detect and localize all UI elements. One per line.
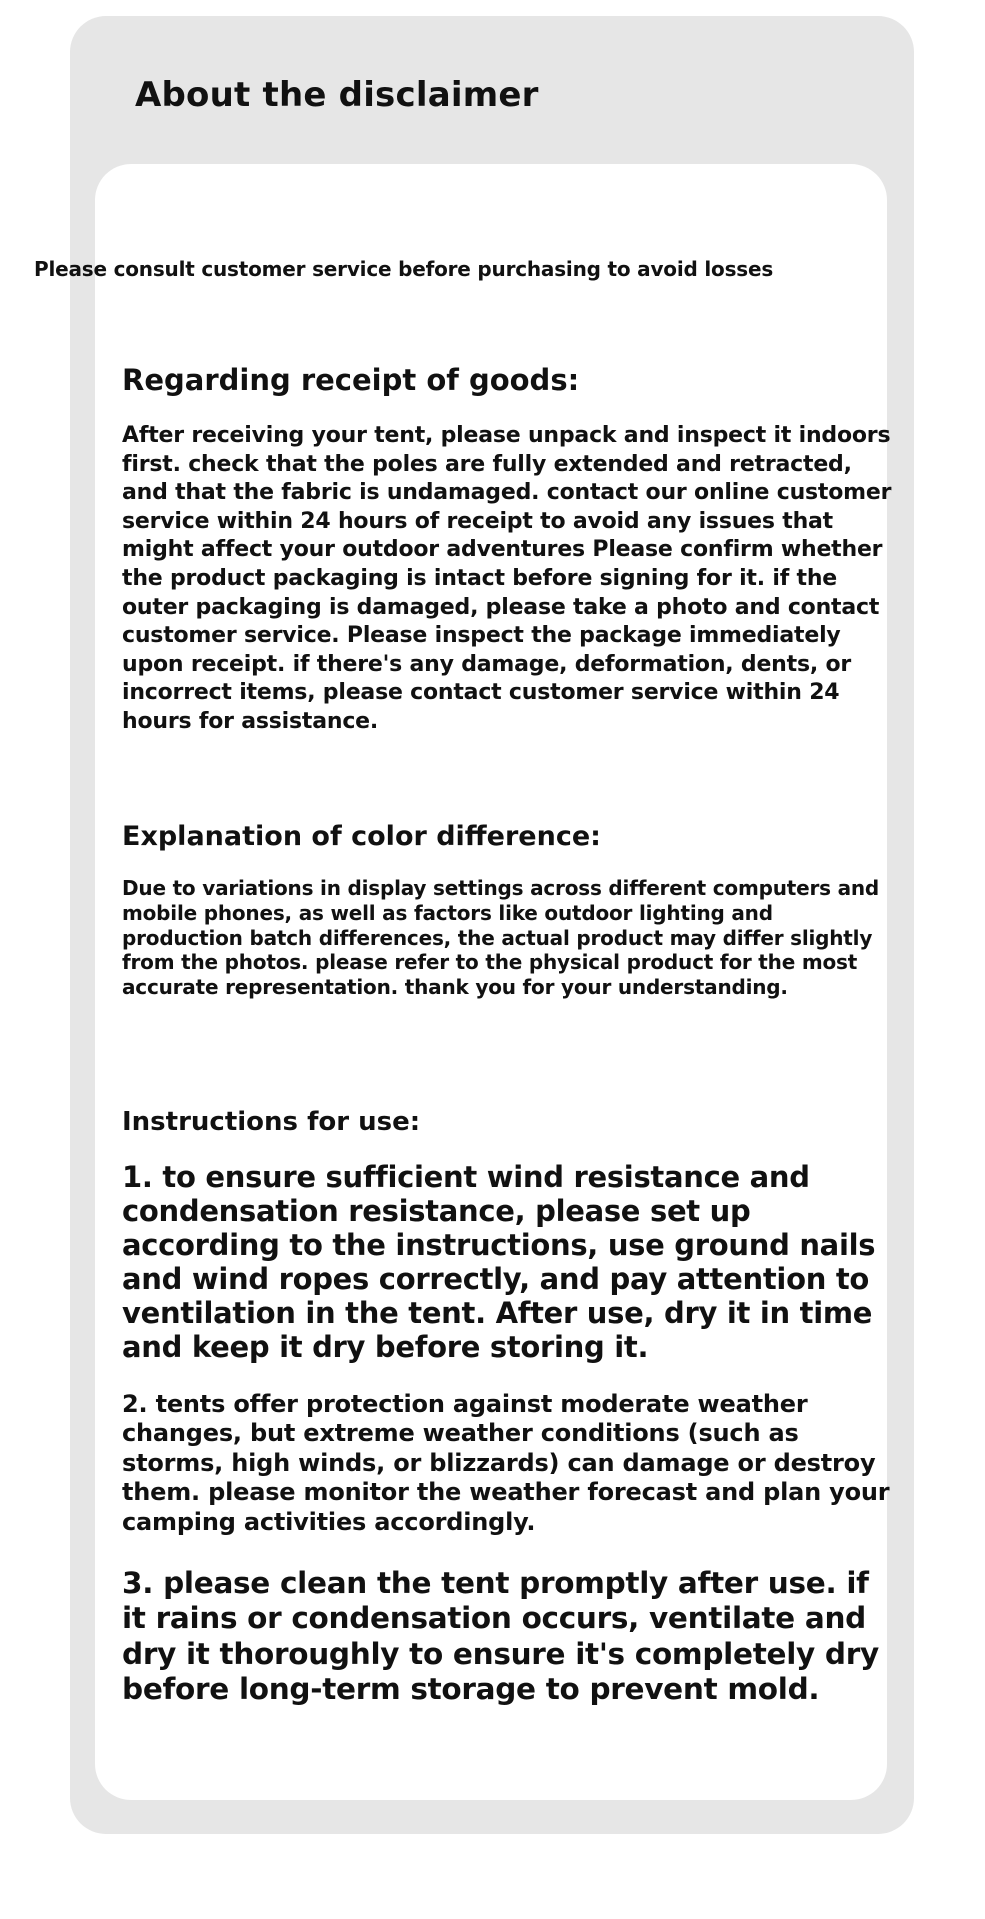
color-difference-body: Due to variations in display settings across different computers and mobile phones, as well as factors like outdoor lighting and production batch differences, the actual product may differ slightly from the photos. please refer to the physical product for the most accurate representation. thank you for your understanding. (122, 876, 880, 1000)
receipt-heading: Regarding receipt of goods: (122, 363, 580, 397)
instruction-item-1: 1. to ensure sufficient wind resistance and condensation resistance, please set up according to the instructions, use ground nails and wind ropes correctly, and pay attention to ventilation in the tent. After use, dry it in time and keep it dry before storing it. (122, 1160, 876, 1364)
instruction-item-2: 2. tents offer protection against moderate weather changes, but extreme weather conditions (such as storms, high winds, or blizzards) can damage or destroy them. please monitor the weather forecast and plan your camping activities accordingly. (122, 1390, 890, 1536)
color-difference-heading: Explanation of color difference: (122, 821, 601, 852)
instruction-item-3: 3. please clean the tent promptly after use. if it rains or condensation occurs, ventilate and dry it thoroughly to ensure it's completely dry before long-term storage to prevent mold. (122, 1566, 879, 1707)
receipt-body: After receiving your tent, please unpack and inspect it indoors first. check that the poles are fully extended and retracted, and that the fabric is undamaged. contact our online customer service within 24 hours of receipt to avoid any issues that might affect your outdoor adventures Please confirm whether the product packaging is intact before signing for it. if the outer packaging is damaged, please take a photo and contact customer service. Please inspect the package immediately upon receipt. if there's any damage, deformation, dents, or incorrect items, please contact customer service within 24 hours for assistance. (122, 423, 892, 734)
page-title: About the disclaimer (135, 75, 539, 115)
purchase-notice: Please consult customer service before purchasing to avoid losses (34, 257, 774, 281)
instructions-heading: Instructions for use: (122, 1107, 421, 1137)
